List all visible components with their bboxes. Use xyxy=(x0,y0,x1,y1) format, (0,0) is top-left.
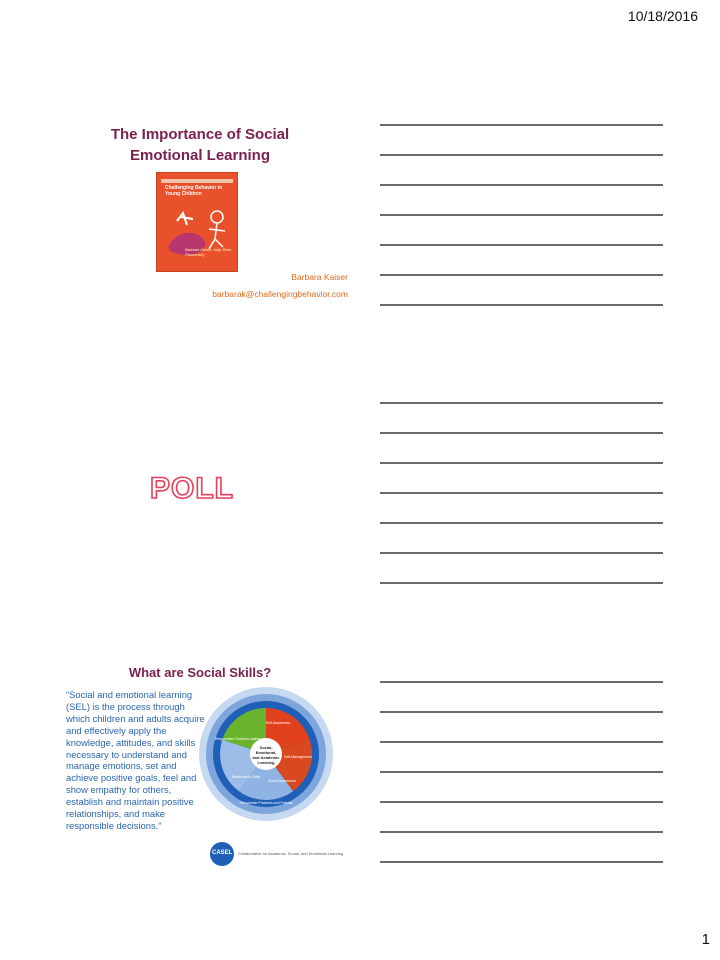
quote-line: manage emotions, set and xyxy=(66,760,177,772)
slide1-title-line2: Emotional Learning xyxy=(129,147,270,164)
quote-line: relationships, and make xyxy=(66,808,166,820)
wheel-center-text: and Academic xyxy=(252,755,280,760)
segment-label: Relationship Skills xyxy=(231,775,261,779)
book-cover-image xyxy=(156,172,238,272)
wheel-center-text: Learning xyxy=(257,760,275,765)
quote-line: “Social and emotional learning xyxy=(66,689,193,700)
casel-caption: Collaborative for Academic, Social, and Emotional Learning xyxy=(238,851,344,856)
quote-line: show empathy for others, xyxy=(66,784,172,796)
book-authors: Barbara Kaiser Judy Sklar Rasminsky xyxy=(185,247,232,257)
print-date: 10/18/2016 xyxy=(627,8,698,24)
segment-label: Responsible Decision-making xyxy=(214,737,262,741)
slide3-title: What are Social Skills? xyxy=(128,665,272,680)
segment-label: Self-Management xyxy=(284,755,312,759)
quote-line: knowledge, attitudes, and skills xyxy=(66,736,196,748)
wheel-center-text: Emotional, xyxy=(255,750,277,755)
quote-line: (SEL) is the process through xyxy=(66,700,185,712)
poll-heading: POLL xyxy=(150,472,234,505)
quote-line: and effectively apply the xyxy=(66,724,167,736)
ring-label: Schoolwide Practices and Policies xyxy=(239,801,293,805)
segment-label: Self-Awareness xyxy=(265,721,291,725)
casel-logo xyxy=(210,842,234,866)
presenter-email[interactable]: barbarak@challengingbehavior.com xyxy=(212,289,348,299)
slide1-title-line1: The Importance of Social xyxy=(110,126,290,143)
sel-wheel-diagram xyxy=(198,686,334,822)
notes-lines xyxy=(380,120,665,870)
quote-line: establish and maintain positive xyxy=(66,796,194,808)
page-number: 1 xyxy=(701,931,710,948)
wheel-center-text: Social, xyxy=(259,745,273,750)
segment-label: Social Awareness xyxy=(268,779,296,783)
sel-definition-quote xyxy=(66,689,214,832)
quote-line: necessary to understand and xyxy=(66,748,187,760)
slide1-title xyxy=(95,124,305,166)
quote-line: which children and adults acquire xyxy=(66,712,205,724)
presenter-name: Barbara Kaiser xyxy=(291,272,348,282)
quote-line: achieve positive goals, feel and xyxy=(66,772,197,784)
casel-logo-text: CASEL xyxy=(212,850,233,856)
quote-line: responsible decisions.” xyxy=(66,819,162,831)
book-title: Challenging Behavior in Young Children xyxy=(165,185,223,197)
